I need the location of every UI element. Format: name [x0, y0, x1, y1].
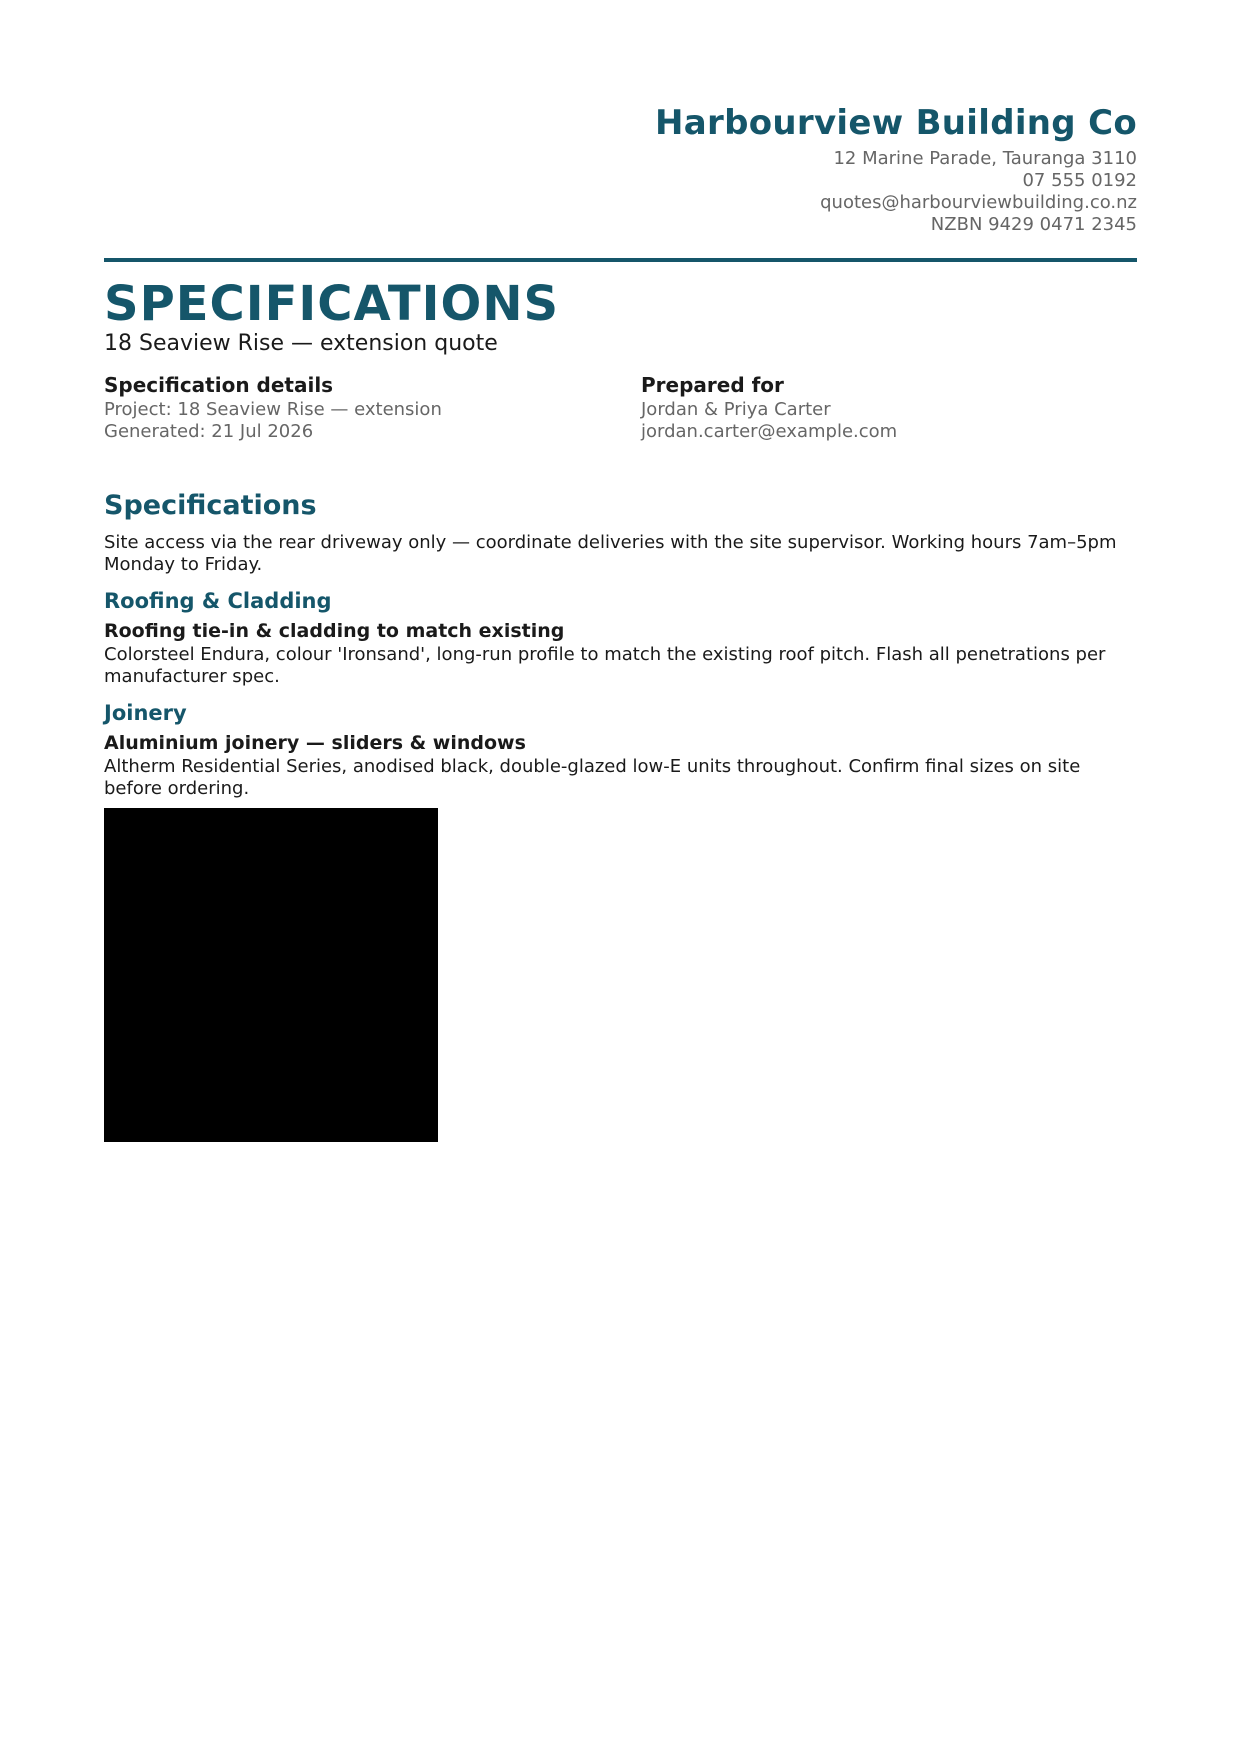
spec-item-description: Altherm Residential Series, anodised black, double-glazed low-E units throughout. Confirm final sizes on site before ordering. — [104, 756, 1081, 799]
document-subtitle: 18 Seaview Rise — extension quote — [104, 331, 498, 356]
specification-details-heading: Specification details — [104, 373, 334, 397]
project-line: Project: 18 Seaview Rise — extension — [104, 399, 442, 420]
spec-group-title: Joinery — [104, 701, 187, 725]
spec-item-title: Roofing tie-in & cladding to match existing — [104, 620, 565, 642]
spec-item-title: Aluminium joinery — sliders & windows — [104, 732, 526, 754]
prepared-for — [641, 373, 1121, 443]
spec-group-title: Roofing & Cladding — [104, 589, 332, 613]
generated-line: Generated: 21 Jul 2026 — [104, 421, 314, 442]
company-header — [437, 102, 1137, 236]
spec-item-description: Colorsteel Endura, colour 'Ironsand', long-run profile to match the existing roof pitch. Flash all penetrations per manufacturer spec. — [104, 644, 1106, 687]
header-divider — [104, 258, 1137, 262]
spec-group-joinery — [104, 699, 1137, 800]
spec-group-roofing — [104, 587, 1137, 688]
company-nzbn: NZBN 9429 0471 2345 — [930, 214, 1137, 235]
client-email: jordan.carter@example.com — [641, 421, 898, 442]
specifications-section-title: Specifications — [104, 490, 317, 521]
client-name: Jordan & Priya Carter — [641, 399, 831, 420]
joinery-image — [104, 808, 438, 1142]
specification-details — [104, 373, 584, 443]
company-phone: 07 555 0192 — [1022, 170, 1137, 191]
company-address: 12 Marine Parade, Tauranga 3110 — [833, 148, 1137, 169]
company-name: Harbourview Building Co — [655, 103, 1137, 143]
company-email: quotes@harbourviewbuilding.co.nz — [820, 192, 1137, 213]
document-title: SPECIFICATIONS — [104, 276, 560, 332]
specifications-intro: Site access via the rear driveway only — coordinate deliveries with the site supervisor. Working hours 7am–5pm Monday to Friday. — [104, 532, 1117, 575]
prepared-for-heading: Prepared for — [641, 373, 784, 397]
